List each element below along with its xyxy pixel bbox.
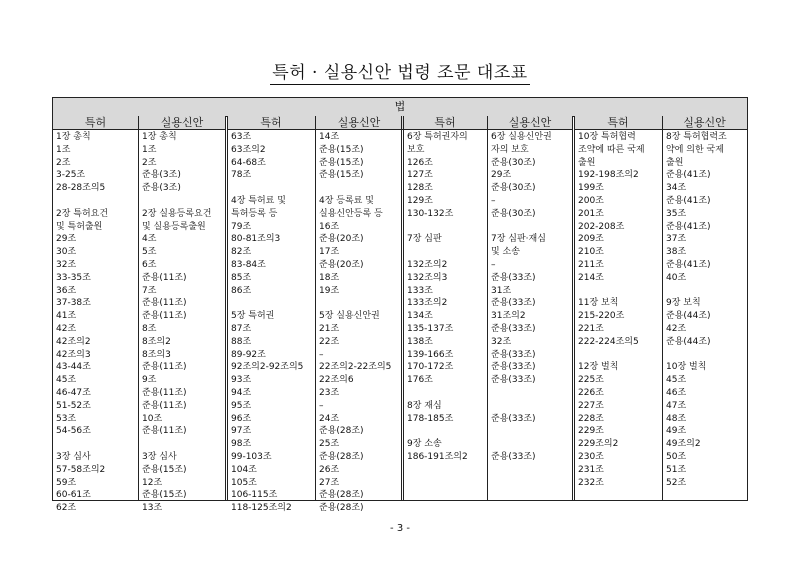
- table-cell: [142, 438, 225, 451]
- table-cell: 40조: [666, 272, 687, 283]
- table-cell: 22조의2-22조의5: [319, 362, 392, 373]
- table-cell: 51조: [666, 464, 687, 475]
- table-cell: [319, 182, 401, 195]
- page-number: - 3 -: [390, 523, 410, 534]
- table-cell: [407, 246, 487, 259]
- table-cell: 준용(44조): [666, 311, 711, 322]
- table-cell: 약에 의한 국제: [666, 144, 724, 155]
- table-cell: 3-25조: [56, 170, 86, 181]
- table-cell: [407, 425, 487, 438]
- table-cell: 2조: [142, 157, 157, 168]
- table-cell: 186-191조의2: [407, 451, 468, 462]
- table-cell: 87조: [231, 323, 252, 334]
- table-cell: 93조: [231, 375, 252, 386]
- table-cell: 36조: [56, 285, 77, 296]
- table-cell: [578, 349, 662, 362]
- table-cell: 86조: [231, 285, 252, 296]
- table-cell: 8조의3: [142, 349, 171, 360]
- table-cell: 25조: [319, 439, 340, 450]
- table-cell: 13조: [142, 503, 163, 514]
- table-cell: 8조의2: [142, 336, 171, 347]
- table-cell: 12장 벌칙: [578, 362, 619, 373]
- table-cell: 준용(33조): [491, 375, 536, 386]
- table-cell: 170-172조: [407, 362, 454, 373]
- table-cell: 29조: [56, 234, 77, 245]
- table-cell: 준용(15조): [319, 157, 364, 168]
- table-cell: 7장 심판: [407, 234, 442, 245]
- table-cell: 2장 실용등록요건: [142, 208, 212, 219]
- table-cell: [491, 221, 572, 234]
- table-cell: 130-132조: [407, 208, 454, 219]
- table-cell: 9장 보칙: [666, 298, 701, 309]
- table-cell: 94조: [231, 387, 252, 398]
- table-cell: 4장 특허료 및: [231, 195, 286, 206]
- table-cell: 준용(11조): [142, 272, 187, 283]
- table-cell: [666, 285, 747, 298]
- table-cell: 준용(33조): [491, 298, 536, 309]
- table-cell: 10장 벌칙: [666, 362, 707, 373]
- table-cell: 1장 총칙: [142, 132, 177, 142]
- table-cell: 106-115조: [231, 490, 278, 501]
- table-cell: 조약에 따른 국제: [578, 144, 645, 155]
- table-cell: [491, 438, 572, 451]
- table-cell: 52조: [666, 477, 687, 488]
- table-cell: 준용(20조): [319, 259, 364, 270]
- table-cell: 준용(15조): [142, 490, 187, 501]
- table-cell: 7조: [142, 285, 157, 296]
- table-cell: 22조: [319, 336, 340, 347]
- table-cell: 14조: [319, 132, 340, 142]
- table-cell: 6조: [142, 259, 157, 270]
- table-cell: 51-52조: [56, 400, 91, 411]
- table-cell: 준용(41조): [666, 259, 711, 270]
- table-cell: 27조: [319, 477, 340, 488]
- table-cell: 126조: [407, 157, 433, 168]
- table-cell: 214조: [578, 272, 604, 283]
- table-cell: 139-166조: [407, 349, 454, 360]
- table-cell: 16조: [319, 221, 340, 232]
- table-cell: 10장 특허협력: [578, 132, 636, 142]
- table-cell: 17조: [319, 247, 340, 258]
- table-cell: 127조: [407, 170, 433, 181]
- table-cell: 33-35조: [56, 272, 91, 283]
- table-cell: [319, 297, 401, 310]
- table-cell: 63조의2: [231, 144, 266, 155]
- table-cell: 42조: [666, 323, 687, 334]
- table-cell: 8장 특허협력조: [666, 132, 727, 142]
- table-cell: 192-198조의2: [578, 170, 639, 181]
- table-cell: 준용(11조): [142, 362, 187, 373]
- table-cell: 138조: [407, 336, 433, 347]
- column-patent-1: [53, 130, 138, 514]
- table-cell: 46-47조: [56, 387, 91, 398]
- column-utility-1: [139, 130, 225, 514]
- table-cell: [578, 285, 662, 298]
- table-cell: [231, 297, 315, 310]
- law-header: 법: [53, 98, 747, 117]
- table-cell: –: [319, 400, 324, 411]
- table-cell: 준용(33조): [491, 451, 536, 462]
- column-patent-3: [404, 130, 487, 500]
- table-cell: 28-28조의5: [56, 183, 106, 194]
- table-cell: 및 실용등록출원: [142, 221, 206, 232]
- table-cell: 230조: [578, 451, 604, 462]
- column-utility-4: [663, 130, 747, 500]
- column-header: 실용신안: [487, 116, 573, 130]
- column-header: 특허: [53, 116, 138, 130]
- table-cell: 82조: [231, 247, 252, 258]
- table-cell: 8조: [142, 323, 157, 334]
- table-cell: 63조: [231, 132, 252, 142]
- table-cell: 46조: [666, 387, 687, 398]
- table-cell: 118-125조의2: [231, 503, 292, 514]
- column-utility-2: [316, 130, 401, 514]
- table-cell: 201조: [578, 208, 604, 219]
- column-header: 특허: [574, 116, 662, 130]
- table-cell: 준용(11조): [142, 298, 187, 309]
- table-cell: 1조: [56, 144, 71, 155]
- table-cell: 10조: [142, 413, 163, 424]
- table-cell: 178-185조: [407, 413, 454, 424]
- table-cell: 12조: [142, 477, 163, 488]
- table-cell: 45조: [666, 375, 687, 386]
- table-cell: 42조의3: [56, 349, 91, 360]
- table-cell: [666, 349, 747, 362]
- table-cell: –: [491, 259, 496, 270]
- table-cell: 5장 특허권: [231, 311, 275, 322]
- table-cell: 35조: [666, 208, 687, 219]
- table-cell: 62조: [56, 503, 77, 514]
- table-cell: 49조: [666, 426, 687, 437]
- table-cell: 132조의2: [407, 259, 448, 270]
- table-cell: 특허등록 등: [231, 208, 278, 219]
- table-cell: 37조: [666, 234, 687, 245]
- table-cell: 23조: [319, 387, 340, 398]
- table-cell: 225조: [578, 375, 604, 386]
- table-cell: 80-81조의3: [231, 234, 281, 245]
- table-cell: 2조: [56, 157, 71, 168]
- table-cell: 202-208조: [578, 221, 625, 232]
- table-cell: 준용(15조): [319, 170, 364, 181]
- table-cell: 1조: [142, 144, 157, 155]
- table-cell: 29조: [491, 170, 512, 181]
- table-cell: 준용(11조): [142, 311, 187, 322]
- table-cell: 133조의2: [407, 298, 448, 309]
- table-cell: 133조: [407, 285, 433, 296]
- table-cell: 22조의6: [319, 375, 354, 386]
- table-cell: 227조: [578, 400, 604, 411]
- table-cell: 21조: [319, 323, 340, 334]
- table-cell: 32조: [491, 336, 512, 347]
- table-cell: 준용(28조): [319, 503, 364, 514]
- comparison-table: [52, 97, 748, 514]
- table-cell: 34조: [666, 183, 687, 194]
- table-cell: 준용(11조): [142, 387, 187, 398]
- table-cell: 95조: [231, 400, 252, 411]
- table-cell: 준용(15조): [319, 144, 364, 155]
- table-cell: 5조: [142, 247, 157, 258]
- table-cell: 47조: [666, 400, 687, 411]
- table-cell: 41조: [56, 311, 77, 322]
- table-cell: 129조: [407, 195, 433, 206]
- table-cell: 준용(28조): [319, 490, 364, 501]
- table-cell: 104조: [231, 464, 257, 475]
- column-patent-2: [228, 130, 315, 514]
- table-cell: 42조: [56, 323, 77, 334]
- column-header: 실용신안: [662, 116, 747, 130]
- table-cell: 97조: [231, 426, 252, 437]
- table-cell: 9조: [142, 375, 157, 386]
- table-cell: 59조: [56, 477, 77, 488]
- table-cell: 준용(33조): [491, 362, 536, 373]
- table-cell: 79조: [231, 221, 252, 232]
- table-cell: 200조: [578, 195, 604, 206]
- table-cell: 99-103조: [231, 451, 272, 462]
- table-cell: 60-61조: [56, 490, 91, 501]
- table-cell: 83-84조: [231, 259, 266, 270]
- table-cell: 96조: [231, 413, 252, 424]
- table-cell: [491, 387, 572, 400]
- table-cell: 231조: [578, 464, 604, 475]
- table-cell: 31조의2: [491, 311, 526, 322]
- table-cell: 준용(44조): [666, 336, 711, 347]
- table-cell: 98조: [231, 439, 252, 450]
- table-cell: 228조: [578, 413, 604, 424]
- table-cell: 222-224조의5: [578, 336, 639, 347]
- table-cell: 준용(41조): [666, 195, 711, 206]
- table-cell: 준용(33조): [491, 323, 536, 334]
- table-cell: [491, 400, 572, 413]
- table-cell: 준용(33조): [491, 272, 536, 283]
- table-cell: 45조: [56, 375, 77, 386]
- table-cell: 53조: [56, 413, 77, 424]
- table-cell: 209조: [578, 234, 604, 245]
- table-cell: 3장 심사: [56, 451, 91, 462]
- page-title: 특허 · 실용신안 법령 조문 대조표: [272, 63, 528, 83]
- table-cell: 준용(15조): [142, 464, 187, 475]
- table-cell: 43-44조: [56, 362, 91, 373]
- table-cell: 준용(11조): [142, 426, 187, 437]
- table-cell: 78조: [231, 170, 252, 181]
- table-cell: 229조의2: [578, 439, 619, 450]
- table-cell: 7장 심판·재심: [491, 234, 546, 245]
- table-cell: 준용(3조): [142, 170, 181, 181]
- table-cell: [56, 438, 138, 451]
- table-cell: 54-56조: [56, 426, 91, 437]
- table-cell: 11장 보칙: [578, 298, 619, 309]
- table-cell: 준용(33조): [491, 349, 536, 360]
- table-cell: 출원: [578, 157, 596, 168]
- table-cell: 3장 심사: [142, 451, 177, 462]
- column-utility-3: [488, 130, 572, 500]
- table-cell: 24조: [319, 413, 340, 424]
- table-cell: 8장 재심: [407, 400, 442, 411]
- table-cell: 19조: [319, 285, 340, 296]
- column-header: 실용신안: [315, 116, 403, 130]
- table-cell: 준용(28조): [319, 426, 364, 437]
- column-header: 실용신안: [138, 116, 226, 130]
- table-cell: [491, 425, 572, 438]
- table-cell: 134조: [407, 311, 433, 322]
- table-cell: 37-38조: [56, 298, 91, 309]
- table-cell: 32조: [56, 259, 77, 270]
- table-cell: 64-68조: [231, 157, 266, 168]
- table-cell: 229조: [578, 426, 604, 437]
- table-cell: 6장 실용신안권: [491, 132, 552, 142]
- table-cell: 준용(28조): [319, 451, 364, 462]
- table-cell: 준용(20조): [319, 234, 364, 245]
- table-cell: 176조: [407, 375, 433, 386]
- table-cell: 준용(33조): [491, 413, 536, 424]
- table-cell: 30조: [56, 247, 77, 258]
- table-cell: 보호: [407, 144, 425, 155]
- table-cell: 실용신안등록 등: [319, 208, 383, 219]
- table-cell: 49조의2: [666, 439, 701, 450]
- table-cell: 및 특허출원: [56, 221, 103, 232]
- table-cell: 89-92조: [231, 349, 266, 360]
- table-cell: [407, 387, 487, 400]
- table-cell: 135-137조: [407, 323, 454, 334]
- table-cell: 준용(41조): [666, 170, 711, 181]
- table-cell: 31조: [491, 285, 512, 296]
- table-cell: 215-220조: [578, 311, 625, 322]
- table-cell: 준용(30조): [491, 157, 536, 168]
- table-cell: 232조: [578, 477, 604, 488]
- table-cell: 4조: [142, 234, 157, 245]
- table-cell: [142, 195, 225, 208]
- table-cell: [56, 195, 138, 208]
- table-cell: 자의 보호: [491, 144, 529, 155]
- table-cell: 92조의2-92조의5: [231, 362, 304, 373]
- table-cell: 18조: [319, 272, 340, 283]
- table-cell: 9장 소송: [407, 439, 442, 450]
- table-cell: 4장 등록료 및: [319, 195, 374, 206]
- table-cell: 준용(41조): [666, 221, 711, 232]
- column-patent-4: [575, 130, 662, 500]
- table-cell: –: [319, 349, 324, 360]
- table-cell: 5장 실용신안권: [319, 311, 380, 322]
- table-cell: [231, 182, 315, 195]
- table-cell: 1장 총칙: [56, 132, 91, 142]
- table-cell: 준용(3조): [142, 183, 181, 194]
- table-cell: 38조: [666, 247, 687, 258]
- table-cell: 48조: [666, 413, 687, 424]
- table-cell: 199조: [578, 183, 604, 194]
- table-cell: 2장 특허요건: [56, 208, 109, 219]
- table-cell: 128조: [407, 183, 433, 194]
- table-cell: 105조: [231, 477, 257, 488]
- table-cell: 226조: [578, 387, 604, 398]
- table-cell: 26조: [319, 464, 340, 475]
- table-cell: 210조: [578, 247, 604, 258]
- table-cell: 6장 특허권자의: [407, 132, 468, 142]
- table-cell: 57-58조의2: [56, 464, 106, 475]
- table-cell: 50조: [666, 451, 687, 462]
- table-cell: [407, 221, 487, 234]
- table-cell: –: [491, 195, 496, 206]
- table-cell: 85조: [231, 272, 252, 283]
- column-header: 특허: [227, 116, 315, 130]
- table-cell: 88조: [231, 336, 252, 347]
- table-cell: 42조의2: [56, 336, 91, 347]
- table-cell: 준용(30조): [491, 183, 536, 194]
- table-cell: 132조의3: [407, 272, 448, 283]
- table-cell: 출원: [666, 157, 684, 168]
- table-cell: 준용(30조): [491, 208, 536, 219]
- table-cell: 211조: [578, 259, 604, 270]
- table-cell: 및 소송: [491, 247, 520, 258]
- column-header: 특허: [403, 116, 487, 130]
- table-cell: 준용(11조): [142, 400, 187, 411]
- table-cell: 221조: [578, 323, 604, 334]
